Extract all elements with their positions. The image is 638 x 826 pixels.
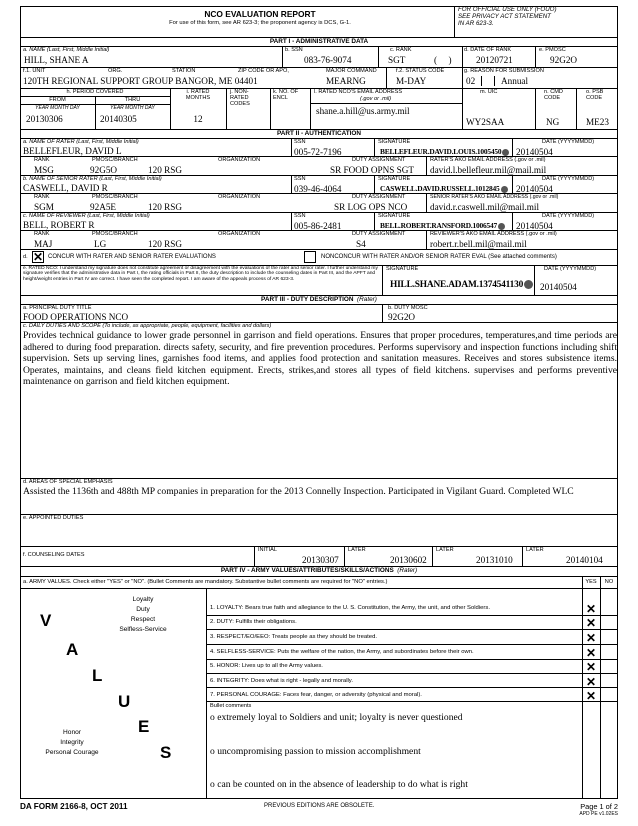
nco-evaluation-form: NCO EVALUATION REPORT For use of this form, see AR 623-3; the proponent agency is DCS, G-1. FOR OFFICIAL USE ONLY (FOUO) SEE PRIVACY ACT STATEMENT IN AR 623-3. PART I - ADMINISTRATIVE DATA a. NAME (Last, First, Middle Initial) HILL, SHANE A b. SSN 083-76-9074 c. RANK SGT ( ) d. DATE OF RANK 20120721 e. PMOSC 92G2O f.1. UNIT ORG. STATION ZIP CODE OR APO, MAJOR COMMAND 120TH REGIONAL SUPPORT GROUP BANGOR, ME 04401 MEARNG f.2. STATUS CODE M-DAY g. REASON FOR SUBMISSION 02 Annual h. PERIOD COVERED FROM THRU YEAR MONTH DAY YEAR MONTH DAY 20130306 20140305 i. RATED MONTHS 12 j. NON- RATED CODES k. NO. OF ENCL l. RATED NCO'S EMAIL ADDRESS (.gov or .mil) shane.a.hill@us.army.mil m. UIC WY2SAA n. CMD CODE NG o. PSB CODE ME23 PART II - AUTHENTICATION a. NAME OF RATER (Last, First, Middle Initial) BELLEFLEUR, DAVID L SSN 005-72-7196 SIGNATURE BELLEFLEUR.DAVID.LOUIS.1005450 DATE (YYYYMMDD) 20140504 RANK PMOSC/BRANCH ORGANIZATION DUTY ASSIGNMENT MSG 92G5O 120 RSG SR FOOD OPNS SGT RATER'S AKO EMAIL ADDRESS (.gov or .mil) david.l.bellefleur.mil@mail.mil b. NAME OF SENIOR RATER (Last, First, Middle Initial) CASWELL, DAVID R SSN 039-46-4064 SIGNATURE CASWELL.DAVID.RUSSELL.1012845 DATE (YYYYMMDD) 20140504 RANK PMOSC/BRANCH ORGANIZATION DUTY ASSIGNMENT SGM 92A5E 120 RSG SR LOG OPS NCO SENIOR RATER'S AKO EMAIL ADDRESS (.gov or .mil) david.r.caswell.mil@mail.mil c. NAME OF REVIEWER (Last, First, Middle Initial) BELL, ROBERT R SSN 005-86-2481 SIGNATURE BELL.ROBERT.RANSFORD.1006547 DATE (YYYYMMDD) 20140504 RANK PMOSC/BRANCH ORGANIZATION DUTY ASSIGNMENT MAJ LG 120 RSG S4 REVIEWER'S AKO EMAIL ADDRESS (.gov or .mil) robert.r.bell.mil@mail.mil d. ✕ CONCUR WITH RATER AND SENIOR RATER EVALUATIONS NONCONCUR WITH RATER AND/OR SENIOR RATER EVAL (See attached comments) e. RATED NCO: I understand my signature does not constitute agreement or disagreement with the evaluations of the rater and senior rater. I further understand my signature verifies that the administrative data in Part I, the rating officials in Part II, the duty description to include the counseling dates in Part III, and the APFT and height/weight entries in Part IV are correct. I have seen the completed report. I am aware of the appeals process of AR 623-3. SIGNATURE HILL.SHANE.ADAM.1374541130 DATE (YYYYMMDD) 20140504 PART III - DUTY DESCRIPTION (Rater) a. PRINCIPAL DUTY TITLE FOOD OPERATIONS NCO b. DUTY MOSC 92G2O c. DAILY DUTIES AND SCOPE (To include, as appropriate, people, equipment, facilities and dollars) Provides technical guidance to lower grade personnel in garrison and field operations. Ensures that proper procedures, temperatures,and time periods are adhered to during food preparation. directs safety, security, and fire prevention procedures. Performs supervisory and inspection functions including shift supervision. Sets up serving lines, garnishes food items, and applies food protection and sanitation measures. Receives and stores subsistence items. Operates, maintains, and cleans field kitchen equipment. Erects, strikes,and stores all types of field kitchens. supervises and performs preventive maintenance on garrison and field kitchen equipment. d. AREAS OF SPECIAL EMPHASIS Assisted the 1136th and 488th MP companies in preparation for the 2013 Connelly Inspection. Participated in Vigilant Guard. Completed WLC e. APPOINTED DUTIES f. COUNSELING DATES INITIAL 20130307 LATER 20130602 LATER 20131010 LATER 20140104 PART IV - ARMY VALUES/ATTRIBUTES/SKILLS/ACTIONS (Rater) a. ARMY VALUES. Check either "YES" or "NO". (Bullet Comments are mandatory. Substantive bullet comments are required for "NO" entries.) YES NO Loyalty Duty Respect Selfless-Service V A L U E S Honor Integrity Personal Courage 1. LOYALTY: Bears true faith and allegiance to the U. S. Constitution, the Army, the unit, and other Soldiers. 2. DUTY: Fulfills their obligations. 3. RESPECT/EO/EEO: Treats people as they should be treated. 4. SELFLESS-SERVICE: Puts the welfare of the nation, the Army, and subordinates before their own. 5. HONOR: Lives up to all the Army values. 6. INTEGRITY: Does what is right - legally and morally. 7. PERSONAL COURAGE: Faces fear, danger, or adversity (physical and moral). ✕ ✕ ✕ ✕ ✕ ✕ ✕ Bullet comments o extremely loyal to Soldiers and unit; loyalty is never questioned o uncompromising passion to mission accomplishment o can be counted on in the absence of leadership to do what is right DA FORM 2166-8, OCT 2011 PREVIOUS EDITIONS ARE OBSOLETE. Page 1 of 2 APD PE v1.02ES xyxy=(20,6,618,817)
value-item-duty: 2. DUTY: Fulfills their obligations. xyxy=(210,619,297,625)
digital-seal-icon xyxy=(498,223,505,230)
privacy-notice: SEE PRIVACY ACT STATEMENT xyxy=(458,13,551,20)
rated-nco-signature[interactable]: HILL.SHANE.ADAM.1374541130 xyxy=(390,280,533,290)
value-item-selfless-service: 4. SELFLESS-SERVICE: Puts the welfare of the nation, the Army, and subordinates before their own. xyxy=(210,649,474,655)
values-list-top: Loyalty Duty Respect Selfless-Service xyxy=(119,596,167,633)
yes-check-selfless-service[interactable]: ✕ xyxy=(585,646,597,660)
rater-pmosc[interactable]: 92G5O xyxy=(90,165,118,175)
cmd-code[interactable]: NG xyxy=(546,117,560,127)
ar-notice: IN AR 623-3. xyxy=(458,20,494,27)
rater-ssn[interactable]: 005-72-7196 xyxy=(294,147,342,157)
value-item-honor: 5. HONOR: Lives up to all the Army values. xyxy=(210,663,323,669)
values-letter-l: L xyxy=(92,666,103,685)
bullet-comment-2[interactable]: o uncompromising passion to mission accomplishment xyxy=(210,746,421,757)
reviewer-name[interactable]: BELL, ROBERT R xyxy=(23,220,95,230)
senior-rater-org[interactable]: 120 RSG xyxy=(148,202,182,212)
value-item-respect: 3. RESPECT/EO/EEO: Treats people as they should be treated. xyxy=(210,634,377,640)
counsel-later-2[interactable]: 20131010 xyxy=(476,555,513,565)
fouo-notice: FOR OFFICIAL USE ONLY (FOUO) xyxy=(458,6,557,13)
reviewer-date[interactable]: 20140504 xyxy=(516,221,553,231)
yes-check-respect[interactable]: ✕ xyxy=(585,631,597,645)
value-item-loyalty: 1. LOYALTY: Bears true faith and allegiance to the U. S. Constitution, the Army, the unit, and other Soldiers. xyxy=(210,605,490,611)
reviewer-rank[interactable]: MAJ xyxy=(34,239,53,249)
yes-check-loyalty[interactable]: ✕ xyxy=(585,602,597,616)
bullet-comment-3[interactable]: o can be counted on in the absence of leadership to do what is right xyxy=(210,779,468,790)
values-letter-s: S xyxy=(160,743,172,762)
digital-seal-icon xyxy=(524,280,533,289)
uic[interactable]: WY2SAA xyxy=(466,117,505,127)
senior-rater-signature[interactable]: CASWELL.DAVID.RUSSELL.1012845 xyxy=(380,184,508,193)
part2-heading: PART II - AUTHENTICATION xyxy=(276,130,362,137)
senior-rater-pmosc[interactable]: 92A5E xyxy=(90,202,117,212)
obsolete-notice: PREVIOUS EDITIONS ARE OBSOLETE. xyxy=(264,803,375,809)
digital-seal-icon xyxy=(501,186,508,193)
yes-check-personal-courage[interactable]: ✕ xyxy=(585,689,597,703)
values-letter-u: U xyxy=(118,692,131,711)
reviewer-pmosc[interactable]: LG xyxy=(94,239,107,249)
reason-text[interactable]: Annual xyxy=(501,76,529,86)
rated-months[interactable]: 12 xyxy=(193,114,203,124)
rated-nco-date[interactable]: 20140504 xyxy=(540,282,577,292)
rater-date[interactable]: 20140504 xyxy=(516,147,553,157)
reason-code[interactable]: 02 xyxy=(466,76,476,86)
senior-rater-date[interactable]: 20140504 xyxy=(516,184,553,194)
form-number: DA FORM 2166-8, OCT 2011 xyxy=(20,802,128,811)
period-from[interactable]: 20130306 xyxy=(26,114,63,124)
yes-check-honor[interactable]: ✕ xyxy=(585,660,597,674)
nonconcur-checkbox[interactable] xyxy=(304,251,316,263)
values-letter-v: V xyxy=(40,611,52,630)
values-letter-e: E xyxy=(138,717,150,736)
values-letter-a: A xyxy=(66,640,79,659)
value-item-integrity: 6. INTEGRITY: Does what is right - legally and morally. xyxy=(210,678,353,684)
daily-duties-text[interactable]: Provides technical guidance to lower grade personnel in garrison and field operations. Ensures that proper procedures, temperatures,and time periods are adhered to during food preparation. directs safety, security, and fire prevention procedures. Performs supervisory and inspection functions including shift supervision. Sets up serving lines, garnishes food items, and applies food protection and sanitation measures. Receives and stores subsistence items. Operates, maintains, and cleans field kitchen equipment. Erects, strikes,and stores all types of field kitchens. supervises and performs preventive maintenance on garrison and field kitchen equipment. xyxy=(23,330,617,388)
concur-checkbox[interactable]: ✕ xyxy=(33,250,44,264)
rater-name[interactable]: BELLEFLEUR, DAVID L xyxy=(23,146,122,156)
apd-version: APD PE v1.02ES xyxy=(579,811,618,817)
counsel-later-3[interactable]: 20140104 xyxy=(566,555,603,565)
rated-nco-ssn[interactable]: 083-76-9074 xyxy=(304,55,352,65)
counsel-initial[interactable]: 20130307 xyxy=(302,555,339,565)
reviewer-duty[interactable]: S4 xyxy=(356,239,366,249)
period-thru[interactable]: 20140305 xyxy=(100,114,137,124)
form-title: NCO EVALUATION REPORT xyxy=(204,9,316,19)
rater-duty[interactable]: SR FOOD OPNS SGT xyxy=(330,165,414,175)
rated-nco-rank[interactable]: SGT xyxy=(388,55,406,65)
principal-duty-title[interactable]: FOOD OPERATIONS NCO xyxy=(23,312,129,322)
part3-heading: PART III - DUTY DESCRIPTION (Rater) xyxy=(261,296,377,303)
rater-signature[interactable]: BELLEFLEUR.DAVID.LOUIS.1005450 xyxy=(380,147,509,156)
values-list-bottom: Honor Integrity Personal Courage xyxy=(45,729,99,756)
form-subtitle: For use of this form, see AR 623-3; the proponent agency is DCS, G-1. xyxy=(169,20,351,26)
senior-rater-rank[interactable]: SGM xyxy=(34,202,54,212)
value-item-personal-courage: 7. PERSONAL COURAGE: Faces fear, danger, or adversity (physical and moral). xyxy=(210,692,422,698)
rater-email[interactable]: david.l.bellefleur.mil@mail.mil xyxy=(430,165,547,175)
yes-check-duty[interactable]: ✕ xyxy=(585,616,597,630)
reviewer-email[interactable]: robert.r.bell.mil@mail.mil xyxy=(430,239,527,249)
rated-nco-name[interactable]: HILL, SHANE A xyxy=(24,55,89,65)
part4-heading: PART IV - ARMY VALUES/ATTRIBUTES/SKILLS/ACTIONS (Rater) xyxy=(220,567,418,574)
duty-mosc[interactable]: 92G2O xyxy=(388,312,416,322)
counsel-later-1[interactable]: 20130602 xyxy=(390,555,427,565)
rated-nco-email[interactable]: shane.a.hill@us.army.mil xyxy=(316,106,410,116)
reviewer-ssn[interactable]: 005-86-2481 xyxy=(294,221,342,231)
unit-value[interactable]: 120TH REGIONAL SUPPORT GROUP BANGOR, ME 04401 xyxy=(23,76,258,86)
senior-rater-email[interactable]: david.r.caswell.mil@mail.mil xyxy=(430,202,539,212)
rater-rank[interactable]: MSG xyxy=(34,165,54,175)
special-emphasis-text[interactable]: Assisted the 1136th and 488th MP companies in preparation for the 2013 Connelly Inspection. Participated in Vigilant Guard. Completed WLC xyxy=(23,486,574,497)
date-of-rank[interactable]: 20120721 xyxy=(476,55,513,65)
senior-rater-name[interactable]: CASWELL, DAVID R xyxy=(23,183,108,193)
major-command[interactable]: MEARNG xyxy=(326,76,366,86)
rated-nco-statement: e. RATED NCO: I understand my signature does not constitute agreement or disagreement with the evaluations of the rater and senior rater. I further understand my signature verifies that the administrative data in Part I, the rating officials in Part II, the duty description to include the counseling dates in Part III, and the APFT and height/weight entries in Part IV are correct. I have seen the completed report. I am aware of the appeals process of AR 623-3. xyxy=(23,266,378,282)
senior-rater-ssn[interactable]: 039-46-4064 xyxy=(294,184,342,194)
senior-rater-duty[interactable]: SR LOG OPS NCO xyxy=(334,202,408,212)
yes-check-integrity[interactable]: ✕ xyxy=(585,675,597,689)
reviewer-org[interactable]: 120 RSG xyxy=(148,239,182,249)
part1-heading: PART I - ADMINISTRATIVE DATA xyxy=(269,38,369,45)
psb-code[interactable]: ME23 xyxy=(586,117,609,127)
reviewer-signature[interactable]: BELL.ROBERT.RANSFORD.1006547 xyxy=(380,221,505,230)
page-number: Page 1 of 2 xyxy=(580,802,618,811)
digital-seal-icon xyxy=(502,149,509,156)
status-code[interactable]: M-DAY xyxy=(396,76,427,86)
rater-org[interactable]: 120 RSG xyxy=(148,165,182,175)
bullet-comment-1[interactable]: o extremely loyal to Soldiers and unit; loyalty is never questioned xyxy=(210,712,463,723)
pmosc[interactable]: 92G2O xyxy=(550,55,578,65)
